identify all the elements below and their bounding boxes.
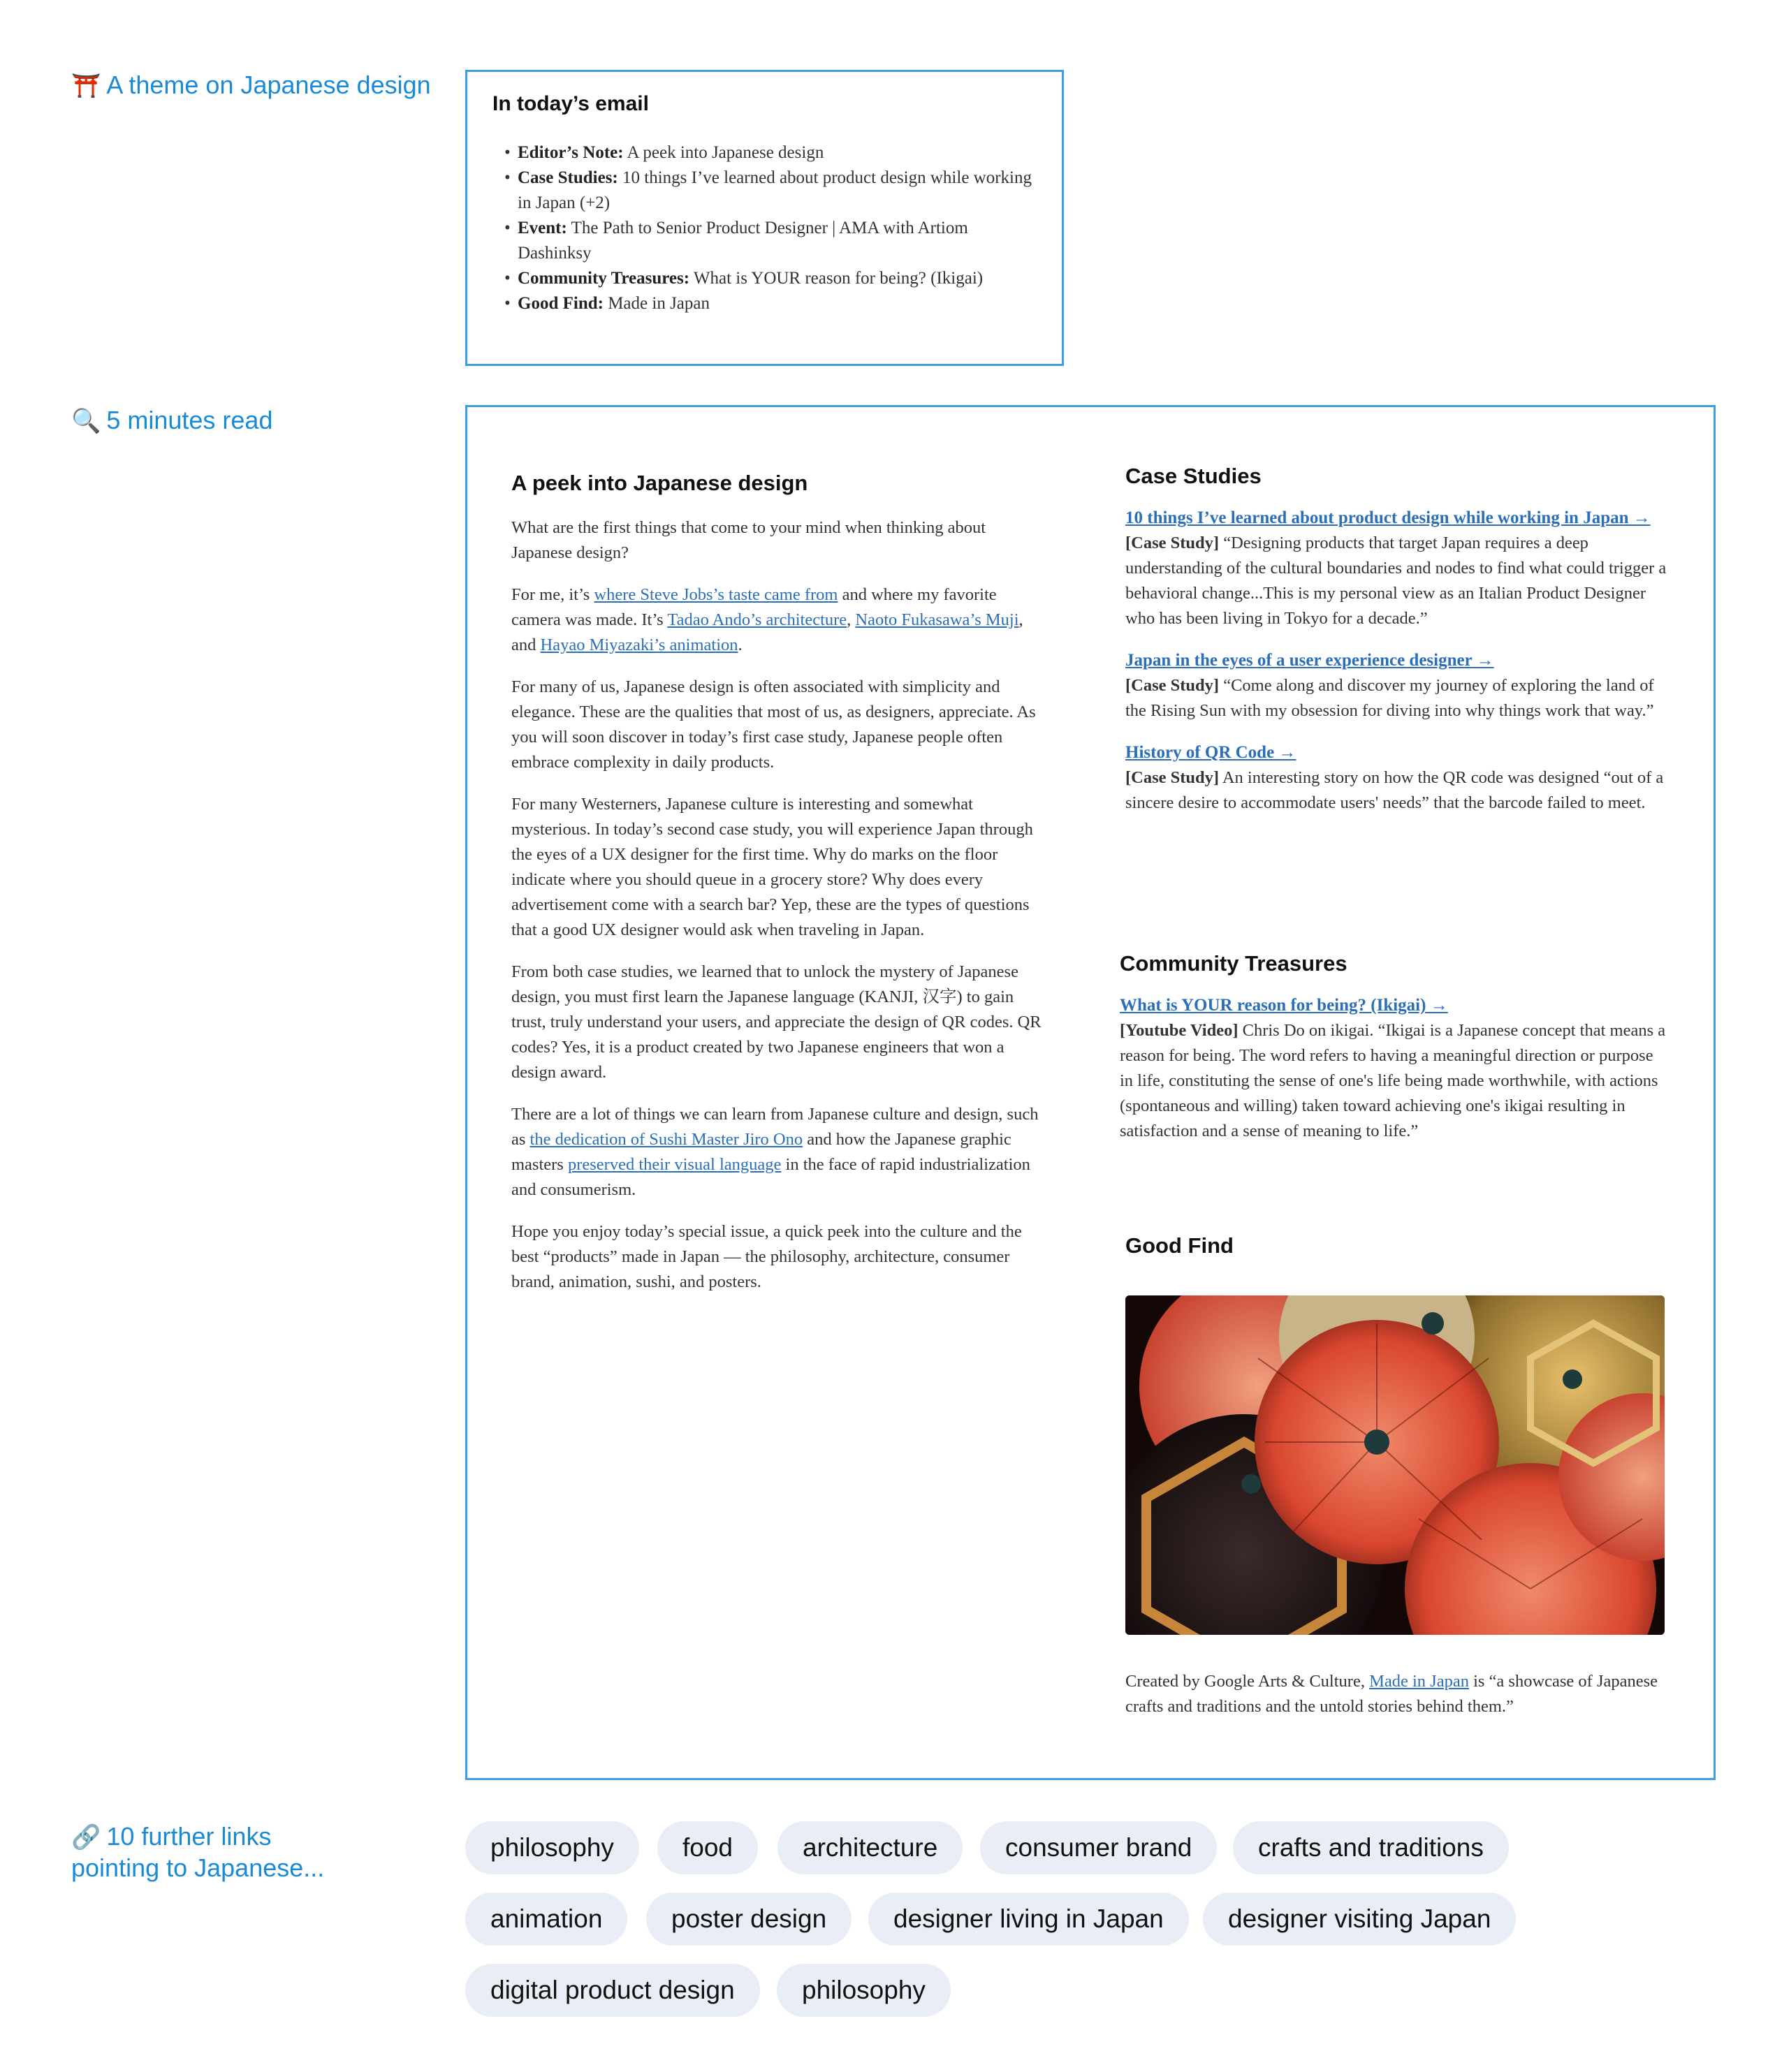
editor-paragraph: Hope you enjoy today’s special issue, a quick peek into the culture and the best “products” made in Japan — the philosophy, architecture, consumer brand, animation, sushi, and posters. [511,1222,1022,1291]
editor-paragraph [511,582,1049,658]
toc-item-text: What is YOUR reason for being? (Ikigai) [689,269,984,288]
miyazaki-link[interactable]: Hayao Miyazaki’s animation [540,635,738,654]
tag-architecture[interactable]: architecture [777,1821,963,1874]
tag-poster-design[interactable]: poster design [646,1893,852,1946]
torii-gate-icon: ⛩️ [71,73,101,99]
community-treasures [1120,948,1668,1161]
editor-paragraph: From both case studies, we learned that to unlock the mystery of Japanese design, you must first learn the Japanese language (KANJI, 汉字) to gain trust, truly understand your users, and appreciate the design of QR codes. QR codes? Yes, it is a product created by two Japanese engineers that won a design award. [511,962,1042,1082]
toc-item [467,291,1040,316]
editor-note-title: A peek into Japanese design [511,471,808,495]
muji-link[interactable]: Naoto Fukasawa’s Muji [855,610,1019,629]
community-text: Chris Do on ikigai. “Ikigai is a Japanese concept that means a reason for being. The word refers to having a meaningful direction or purpose in life, constituting the sense of one's life being made worthwhile, with actions (spontaneous and willing) taken toward achieving one's ikigai resulting in satisfaction and a sense of meaning to life.” [1120,1021,1666,1140]
case-study-tag: [Case Study] [1125,768,1220,787]
case-study-text: “Designing products that target Japan requires a deep understanding of the cultural boundaries and nodes to find what could trigger a behavioral change...This is my personal view as an Italian Product Designer who has been living in Tokyo for a decade.” [1125,534,1667,628]
text-run: , [847,610,856,629]
good-find-title: Good Find [1125,1233,1234,1258]
case-study-body [1125,531,1667,631]
tag-philosophy-2[interactable]: philosophy [777,1964,951,2017]
links-section-label[interactable] [71,1821,324,1883]
toc-list [467,140,1040,316]
case-studies [1125,461,1667,832]
case-study-body [1125,765,1667,816]
toc-item [467,166,1040,216]
toc-item-key: Event: [518,219,567,237]
tag-crafts-and-traditions[interactable]: crafts and traditions [1233,1821,1509,1874]
community-title: Community Treasures [1120,951,1347,976]
text-run: and how the Japanese graphic masters [511,1130,1011,1174]
read-label-text: 5 minutes read [106,406,273,434]
toc-item [467,216,1040,266]
editor-paragraph: For many Westerners, Japanese culture is interesting and somewhat mysterious. In today’s second case study, you will experience Japan through the eyes of a UX designer for the first time. Why do marks on the floor indicate where you should queue in a grocery store? Why does every advertisement come with a search bar? Yep, these are the types of questions that a good UX designer would ask when traveling in Japan. [511,795,1033,939]
ikigai-link[interactable]: What is YOUR reason for being? (Ikigai) → [1120,996,1448,1015]
toc-item-key: Editor’s Note: [518,143,624,162]
text-run: For me, it’s [511,585,594,604]
text-run: and where my favorite camera was made. It’s [511,585,997,629]
text-run: . [738,635,743,654]
umbrellas-illustration [1125,1295,1665,1635]
toc-item-text: The Path to Senior Product Designer | AMA with Artiom Dashinksy [518,219,968,263]
tag-designer-living-in-japan[interactable]: designer living in Japan [868,1893,1189,1946]
caption-text: Created by Google Arts & Culture, [1125,1672,1370,1691]
case-study-item [1125,506,1667,631]
tag-consumer-brand[interactable]: consumer brand [980,1821,1217,1874]
jiro-ono-link[interactable]: the dedication of Sushi Master Jiro Ono [529,1130,803,1149]
community-tag: [Youtube Video] [1120,1021,1239,1040]
visual-language-link[interactable]: preserved their visual language [567,1155,782,1174]
tadao-ando-link[interactable]: Tadao Ando’s architecture [667,610,847,629]
toc-item-text: Made in Japan [603,294,710,313]
case-study-tag: [Case Study] [1125,676,1220,695]
caption-text: is “a showcase of Japanese crafts and traditions and the untold stories behind them.” [1125,1672,1658,1716]
editor-note [511,468,1049,1311]
links-label-line2: pointing to Japanese... [71,1853,325,1882]
made-in-japan-link[interactable]: Made in Japan [1369,1672,1469,1691]
theme-section-label[interactable] [71,70,431,101]
case-study-text: An interesting story on how the QR code was designed “out of a sincere desire to accommodate users' needs” that the barcode failed to meet. [1125,768,1664,812]
case-study-link[interactable]: Japan in the eyes of a user experience designer → [1125,651,1494,670]
case-study-item [1125,740,1667,816]
link-icon: 🔗 [71,1824,101,1851]
tag-food[interactable]: food [657,1821,758,1874]
toc-item-text: A peek into Japanese design [623,143,824,162]
toc-item [467,266,1040,291]
community-body [1120,1018,1668,1144]
magnifier-icon: 🔍 [71,408,101,434]
toc-item-key: Good Find: [518,294,604,313]
theme-label-text: A theme on Japanese design [106,71,431,99]
case-study-tag: [Case Study] [1125,534,1220,552]
toc-item-key: Case Studies: [518,168,618,187]
tag-designer-visiting-japan[interactable]: designer visiting Japan [1203,1893,1516,1946]
umbrellas-image[interactable] [1125,1295,1665,1635]
case-study-body [1125,673,1667,723]
editor-paragraph: For many of us, Japanese design is often associated with simplicity and elegance. These are the qualities that most of us, as designers, appreciate. As you will soon discover in today’s first case study, Japanese people often embrace complexity in daily products. [511,677,1036,772]
links-label-line1: 10 further links [106,1822,272,1851]
case-study-link[interactable]: History of QR Code → [1125,743,1296,762]
steve-jobs-link[interactable]: where Steve Jobs’s taste came from [594,585,838,604]
case-study-item [1125,648,1667,723]
toc-item-key: Community Treasures: [518,269,690,288]
case-study-link[interactable]: 10 things I’ve learned about product design while working in Japan → [1125,508,1651,527]
editor-paragraph: What are the first things that come to your mind when thinking about Japanese design? [511,518,986,562]
toc-title: In today’s email [492,92,649,115]
toc-item-text: 10 things I’ve learned about product design while working in Japan (+2) [518,168,1032,212]
tag-animation[interactable]: animation [465,1893,627,1946]
read-section-label[interactable] [71,405,272,436]
text-run: , and [511,610,1023,654]
case-studies-title: Case Studies [1125,464,1262,488]
tag-digital-product-design[interactable]: digital product design [465,1964,760,2017]
tag-philosophy[interactable]: philosophy [465,1821,639,1874]
text-run: in the face of rapid industrialization and consumerism. [511,1155,1030,1199]
toc-box [465,70,1064,366]
good-find-caption [1125,1669,1667,1719]
case-study-text: “Come along and discover my journey of exploring the land of the Rising Sun with my obsession for diving into why things work that way.” [1125,676,1654,720]
editor-paragraph [511,1102,1049,1203]
text-run: There are a lot of things we can learn from Japanese culture and design, such as [511,1105,1039,1149]
toc-item [467,140,1040,166]
